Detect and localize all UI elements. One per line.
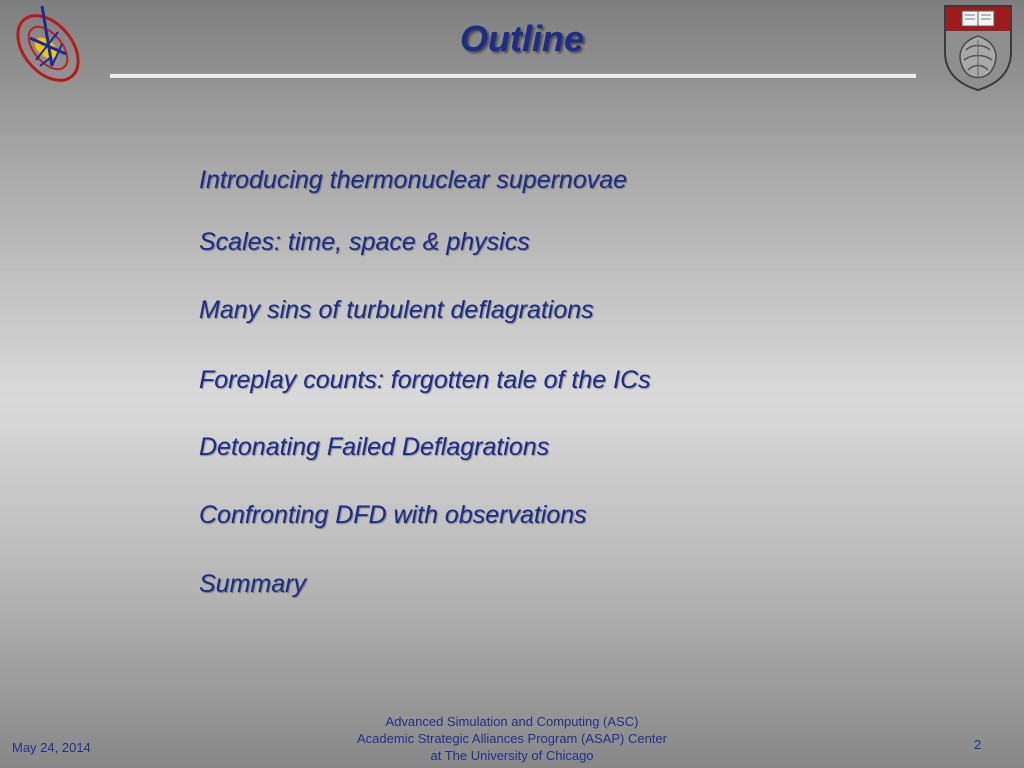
page-number: 2 [974, 737, 982, 752]
title-divider [110, 73, 916, 79]
outline-item: Scales: time, space & physics [199, 228, 530, 256]
outline-item: Introducing thermonuclear supernovae [199, 166, 628, 194]
footer-line: at The University of Chicago [430, 748, 594, 763]
footer-line: Advanced Simulation and Computing (ASC) [385, 714, 639, 729]
outline-item: Summary [199, 570, 306, 598]
footer-date: May 24, 2014 [12, 740, 91, 755]
outline-item: Foreplay counts: forgotten tale of the ICs [199, 366, 651, 394]
outline-item: Detonating Failed Deflagrations [199, 433, 550, 461]
outline-item: Many sins of turbulent deflagrations [199, 296, 594, 324]
outline-item: Confronting DFD with observations [199, 501, 587, 529]
footer-organization [312, 713, 712, 764]
footer-line: Academic Strategic Alliances Program (ASAP) Center [357, 731, 667, 746]
slide-title: Outline [460, 18, 584, 59]
